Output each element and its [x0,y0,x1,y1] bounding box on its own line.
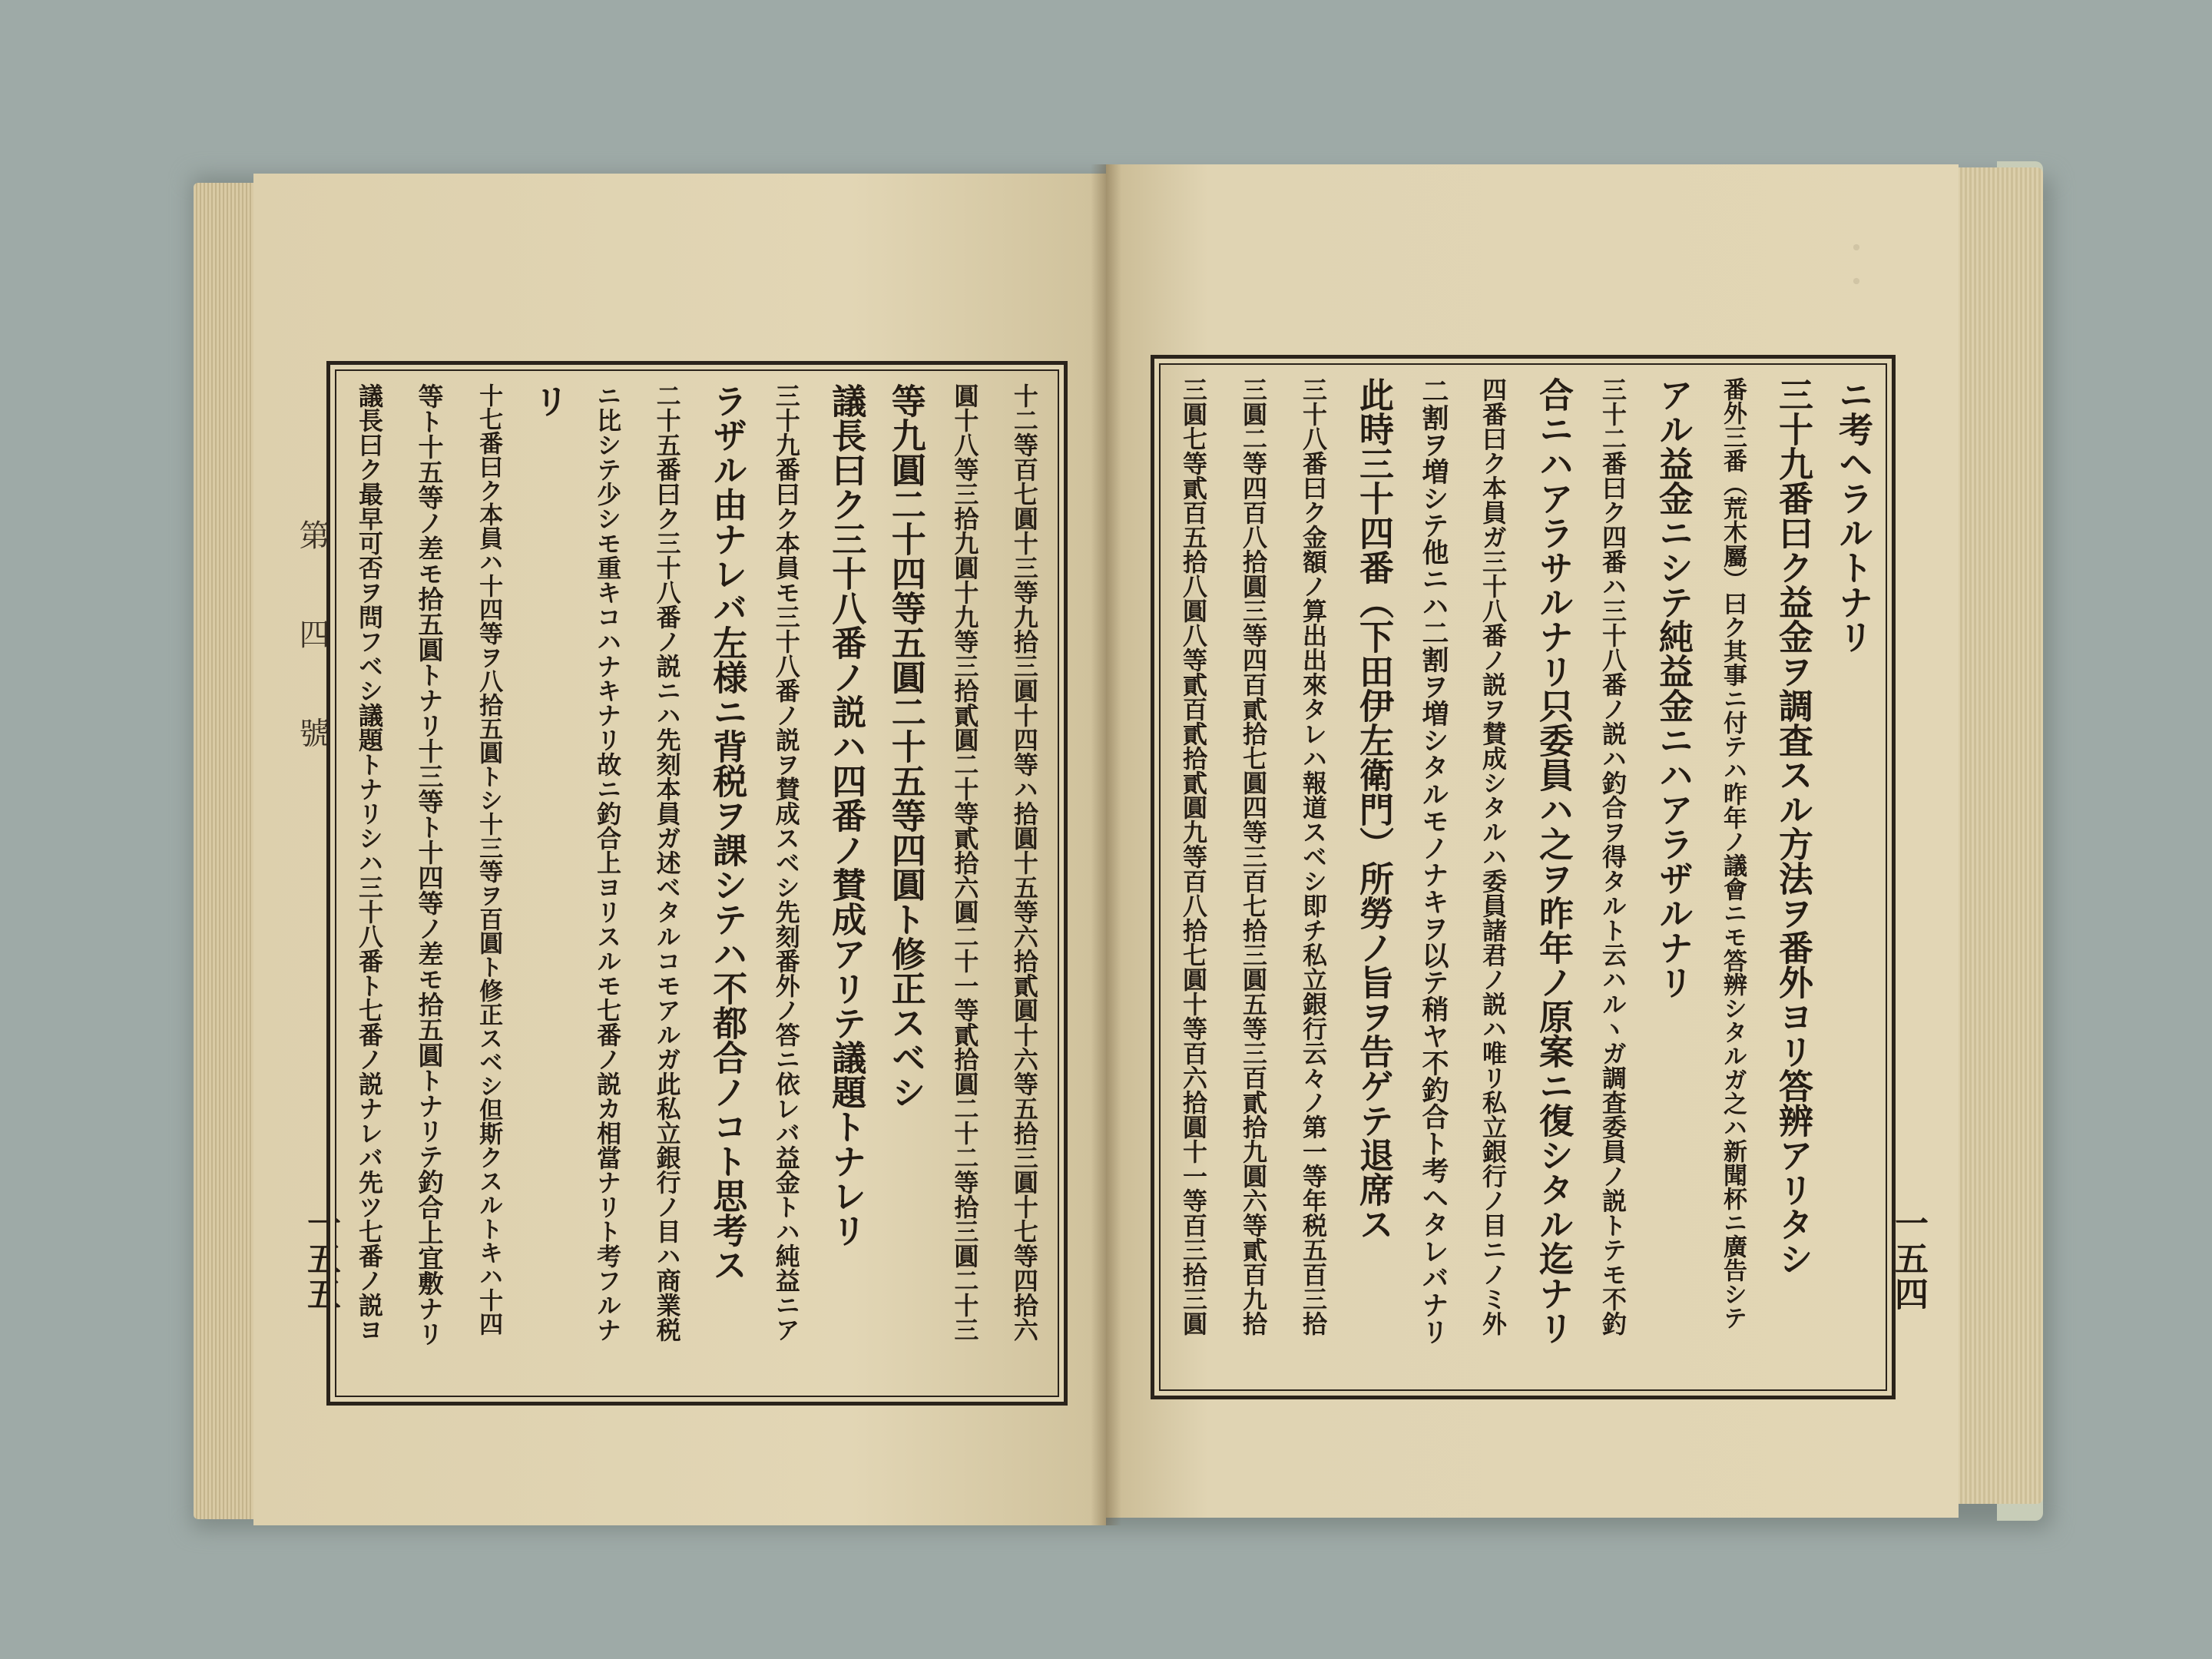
text-column: 二十五番曰ク三十八番ノ説ニハ先刻本員ガ述ベタルコモアルガ此私立銀行ノ目ハ商業税 [652,383,682,1342]
text-column: 此時三十四番（下田伊左衛門）所勞ノ旨ヲ告ゲテ退席ス [1353,377,1394,1241]
page-stack-right [1951,167,2043,1504]
page-number-left: 一五五 [301,1206,340,1312]
running-title: 第 四 號 [294,519,329,777]
text-column: アル益金ニシテ純益金ニハアラザルナリ [1653,377,1694,999]
page-number-right: 一五四 [1889,1206,1928,1312]
book-gutter [1091,164,1121,1525]
text-column: ニ比シテ少シモ重キコハナキナリ故ニ釣合上ヨリスルモ七番ノ説カ相當ナリト考フルナ [593,383,623,1342]
text-columns-right [1171,377,1875,1379]
text-column: 等ト十五等ノ差モ拾五圓トナリ十三等ト十四等ノ差モ拾五圓トナリテ釣合上宜敷ナリ [414,383,445,1346]
text-column: 議長曰ク三十八番ノ説ハ四番ノ賛成アリテ議題トナレリ [826,383,867,1247]
text-column: ラザル由ナレバ左様ニ背税ヲ課シテハ不都合ノコト思考ス [707,383,748,1282]
text-columns-left [347,383,1047,1385]
show-through-text: ・・ [1833,230,1873,298]
text-frame-right [1151,355,1896,1399]
text-column: 三十九番曰ク本員モ三十八番ノ説ヲ賛成スベシ先刻番外ノ答ニ依レバ益金トハ純益ニア [771,383,801,1342]
text-column: 四番曰ク本員ガ三十八番ノ説ヲ賛成シタルハ委員諸君ノ説ハ唯リ私立銀行ノ目ニノミ外 [1479,377,1508,1336]
text-column: 議長曰ク最早可否ヲ問フベシ議題トナリシハ三十八番ト七番ノ説ナレバ先ツ七番ノ説ヨ [355,383,384,1342]
text-column: 番外三番（荒木屬）曰ク其事ニ付テハ昨年ノ議會ニモ答辨シタルガ之ハ新聞杯ニ廣告シテ [1719,377,1747,1330]
text-column: 等九圓二十四等五圓二十五等四圓ト修正スベシ [885,383,926,1109]
text-column: 三圓七等貳百五拾八圓八等貳百貳拾貳圓九等百八拾七圓十等百六拾圓十一等百三拾三圓 [1179,377,1208,1336]
text-column: 十七番曰ク本員ハ十四等ヲ八拾五圓トシ十三等ヲ百圓ト修正スベシ但斯クスルトキハ十四 [475,383,503,1336]
text-column: 三圓二等四百八拾圓三等四百貳拾七圓四等三百七拾三圓五等三百貳拾九圓六等貳百九拾 [1239,377,1268,1336]
text-column: 合ニハアラサルナリ只委員ハ之ヲ昨年ノ原案ニ復シタル迄ナリ [1533,377,1574,1345]
text-column: 三十九番曰ク益金ヲ調査スル方法ヲ番外ヨリ答辨アリタシ [1773,377,1813,1276]
text-column: 三十八番曰ク金額ノ算出出來タレハ報道スベシ即チ私立銀行云々ノ第一等年税五百三拾 [1299,377,1328,1336]
text-column: ニ考ヘラルトナリ [1833,377,1873,654]
text-column: 二割ヲ増シテ他ニハ二割ヲ増シタルモノナキヲ以テ稍ヤ不釣合ト考ヘタレバナリ [1418,377,1449,1345]
text-column: 三十二番曰ク四番ハ三十八番ノ説ハ釣合ヲ得タルト云ハルヽガ調査委員ノ説トテモ不釣 [1598,377,1628,1336]
text-frame-left [326,361,1068,1406]
text-column: リ [528,383,569,418]
text-column: 十二等百七圓十三等九拾三圓十四等ハ拾圓十五等六拾貳圓十六等五拾三圓十七等四拾六 [1009,383,1039,1342]
text-column: 圓十八等三拾九圓十九等三拾貳圓二十等貳拾六圓二十一等貳拾圓二十二等拾三圓二十三 [950,383,980,1342]
